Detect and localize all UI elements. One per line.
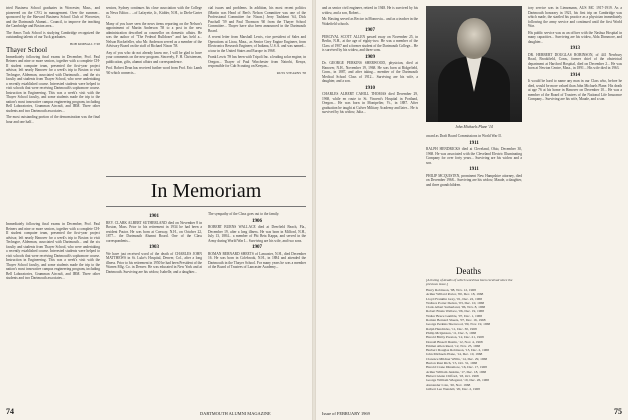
- paragraph: The most outstanding portion of the demonstration was the final hour and one half...: [6, 115, 100, 124]
- left-column-2: [106, 6, 202, 174]
- death-entry: Harold Bixby Preston, '12, Dec. 21, 1968: [426, 335, 484, 340]
- obituary: It would be hard to name any man in our Class who, before he died, would be more valued than John Michaels Plane. His death at age 76 at his home in Hanover on December 10... He was a member of the Board of Trustees of the National Life Insurance Company... Surviving are his wife, Maude, and a son.: [528, 79, 622, 101]
- page-footer-left: [6, 407, 14, 416]
- paragraph: His public service was as an officer with the Nashua Hospital in many capacities... Surviving are his widow, Alda Dinsmore, and daughter...: [528, 30, 622, 44]
- right-page: [316, 0, 628, 420]
- death-entry: Robert Bruns Wallace, '06, Dec. 19, 1968: [426, 309, 485, 314]
- obituary: DR. HERBERT DOUGLAS ROBINSON, of 441 Newbury Road, Brookfield, Conn., former chief of the obstetrical department at Hartford Hospital, died on December 2... He was born at Newton Centre, Mass., in 1891... His wife died in 1963.: [528, 52, 622, 70]
- class-year: 1907: [365, 28, 375, 33]
- right-column-2: [426, 134, 522, 264]
- paragraph: Prof. Robert Dean has received further word from Prof. Eric Lamb '60 which connects...: [106, 66, 202, 75]
- paragraph: The Amos Tuck School is studying Cambridge recognized the outstanding talents of our Tuck graduates.: [6, 30, 100, 39]
- class-year: 1911: [469, 167, 479, 172]
- paragraph: A recent letter from Marshall Lewis, vice president of Sales and Operations at Lirau, Mass., as Senior Grey Engine Engineer, from Electronics Research Engineer, of Indiana, U.S.A. and was named... a tour in the United States and Europe in 1968.: [208, 35, 306, 53]
- deaths-list: [426, 288, 522, 408]
- paragraph: cial issues and problems. In addition, his most recent politics (Martin was Head of Bert's Nelson Committee was one of the Professional Committee for Nixon.) Jerry Tashkent '64, Dick Paschall '59 and Paul Thomson '60 from the Thayer School Committee... Thayer have also been announced in the Dartmouth Board.: [208, 6, 306, 33]
- obituary: Dr. GEORGE PERKINS SHERWOOD, physician, died at Hanover, N.H., November 19, 1968. He was born at Ridgefield, Conn., in 1887, and after taking... member of the Dartmouth Medical School Class of 1912... Surviving are his wife, a daughter, and a son.: [322, 61, 418, 83]
- obituary: CHARLES ALBERT CAHILL THOMAS died December 29, 1968, while en route to St. Vincent's Hospital in Portland, Oregon... He was born in Montpelier, Vt., in 1887. After graduation he taught at Culver Military Academy and later... He is survived by his widow, Julia...: [322, 92, 418, 114]
- photo-caption: John Michaels Plane '14: [455, 125, 493, 129]
- paragraph: Immediately following final exams in December, Prof. Paul Reiners and nine or more seniors, together with a complete CH-II student computer team, presented the first-year project advisor, left nearly Hanover for a week's trip to Boston to visit Techngoe, Alderman, associated with Dartmouth... and the six faculty and students from Thayer School, who were undertaking a recently established course. Interested students were helped to visit schools that were receiving Dartmouth's sophomore course. Instruction in Engineering. This was a week's visit with the Thayer School faculty, and some students made the trip to the nation's most innovative campus engineering program, including Bell Laboratories, Grumman Aircraft, and IBM. Three other students and two Dartmouth associates...: [6, 54, 100, 113]
- obituary: PHILIP MCQUISTEN, prominent New Hampshire attorney, died on December 1968... Surviving are his widow, Maude, a daughter, and three grandchildren.: [426, 173, 522, 187]
- signature: RUSS STEARNS '38: [276, 70, 306, 75]
- class-year: 1911: [469, 140, 479, 146]
- paragraph: award as Draft Board Commissions in World War II.: [426, 134, 502, 138]
- left-column-3: [208, 6, 306, 174]
- class-year: 1903: [149, 245, 159, 250]
- deaths-title: Deaths: [456, 266, 481, 276]
- obituary: RALPH HENDRICKS died at Cleveland, Ohio, December 30, 1968. He was associated with the Cleveland Electric Illuminating Company for over forty years... Surviving are his widow and a son.: [426, 147, 522, 165]
- portrait-photo: [426, 6, 522, 122]
- death-entry: Walter Bruce Gamble, '07, Dec. 1, 1968: [426, 313, 482, 318]
- paragraph: Many of you have seen the news items reporting on the Nelson's appointment of Martin Anderson '58 to a post in the new administration described as counsellor on domestic affairs. He was the author of "The Federal Bulldozer" and has held a... Nelson Rockefeller, who Mr. Anderson served as a member of the Advisory Board on the staff of Richard Nixon '58.: [106, 21, 202, 48]
- divider: [106, 176, 306, 177]
- death-entry: Philip McQuisten, '11, Dec. 5, 1968: [426, 330, 477, 335]
- death-entry: Harry Robinson, '98, Nov. 12, 1968: [426, 288, 476, 292]
- signature: BOB KIMBALL T'48: [70, 41, 100, 46]
- class-year: 1901: [149, 214, 159, 219]
- death-entry: Herbert Douglas Robinson, '13, Dec. 2, 1968: [426, 348, 490, 353]
- class-year: 1906: [252, 218, 262, 224]
- death-entry: George Perkins Sherwood, '09, Nov. 19, 1968: [426, 322, 491, 327]
- obituary: We have just received word of the death of CHARLES JOHN MATTHEWS in St. Luke's Hospital, Denver, Col., after a long illness. Prior to his retirement in 1950 he had been President of the Warren Mfg. Co. in Denver. He was educated in New York and at Dartmouth. Surviving are his widow, Isabelle, and a daughter...: [106, 251, 202, 274]
- class-year: 1914: [570, 72, 580, 78]
- paragraph: tried Business School graduates in Worcester, Mass., and pioneered on the CVG in management. Over the summer... sponsored by the Harvard Business School Club of Worcester, and the Dartmouth Alumni... Council, to improve the teaching the Cambridge and Boston area...: [6, 6, 100, 28]
- page-number: 75: [614, 407, 622, 416]
- left-column-1-cont: [6, 222, 100, 402]
- death-entry: Gilbert Lee Wendell, '20, Dec. 2, 1968: [426, 386, 480, 391]
- paragraph: Frank Lewis '59 has been with Tripoli Inc. a leading solar engine, in Oregon... Thayer of Paul Winchester from Nairobi, Kenya, responsible for Cub Scouting on Kenyan...: [208, 55, 306, 68]
- class-year: 1913: [570, 46, 580, 51]
- deaths-intro: [A listing of deaths of which word has been received since the previous issue.]: [426, 278, 513, 287]
- paragraph: Immediately following final exams in December, Prof. Paul Reiners and nine or more seniors, together with a complete CH-II student computer team, presented the first-year project advisor, left nearly Hanover for a week's trip to Boston to visit Techngoe, Alderman, associated with Dartmouth... and the six faculty and students from Thayer School, who were undertaking a recently established course. Interested students were helped to visit schools that were receiving Dartmouth's sophomore course. Instruction in Engineering. This was a week's visit with the Thayer School faculty, and some students made the trip to the nation's most innovative campus engineering program, including Bell Laboratories, Grumman Aircraft, and IBM. Three other students and two Dartmouth associates...: [6, 222, 100, 280]
- death-entry: John Michaels Plane, '14, Dec. 10, 1968: [426, 352, 483, 357]
- death-entry: Burton Rust Rich, '15, Oct. 31, 1968: [426, 361, 478, 366]
- in-memoriam-title: In Memoriam: [150, 180, 262, 202]
- page-number: 74: [6, 407, 14, 416]
- memoriam-lead: The sympathy of the Class goes out to the family.: [208, 212, 280, 216]
- death-entry: Alexander Cole, '20, Nov. 1968: [426, 382, 471, 387]
- death-entry: Emmet Allen Reed, '12, Nov. 25, 1968: [426, 343, 481, 348]
- death-entry: Donald Bissell Dustin, '12, Nov. 4, 1968: [426, 339, 483, 344]
- death-entry: George William Wiegand, '19, Dec. 26, 1968: [426, 378, 489, 383]
- obituary: PERCIVAL SCOTT ALLEN passed away on November 25, in Berlin, N.H., at the age of eighty-two. He was a member of the Class of 1907 and a former student of the Dartmouth College... He is survived by his widow, and three sons.: [322, 34, 418, 52]
- divider: [106, 206, 306, 207]
- left-column-1: [6, 6, 100, 218]
- paragraph: tory service was in Lienzmann, AUS MC 1917-1919. As a Dartmouth honorary in 1921, his first trip on Cambridge was which made, the startled his practice as a physician immediately following the army service and continued until the first World War.: [528, 6, 622, 28]
- death-entry: Clark Albert Sutherland, '06, Nov. 8, 1968: [426, 305, 486, 310]
- death-entry: Harold Crane Dinsmore, '16, Dec. 17, 1968: [426, 365, 487, 370]
- death-entry: Hubert Glenn Clifford, '18, Oct. 1968: [426, 373, 479, 378]
- death-entry: Arthur William Jenkins, '17, Dec. 18, 1968: [426, 369, 487, 374]
- paragraph: and as senior civil engineer, retired in 1948. He is survived by his widow, and a son, Robert...: [322, 6, 418, 15]
- obituary: ROBERT BURNS WALLACE died at Deerfield Beach, Fla., December 19, after a long illness. He was born in Milford, N.H., July 13, 1884... a member of Phi Beta Kappa, and served in the Army during World War I... Surviving are his wife, and two sons.: [208, 225, 306, 243]
- death-entry: Arthur Willard Porter, '00, Dec. 18, 1968: [426, 292, 484, 297]
- class-year: 1907: [252, 245, 262, 250]
- page-footer-right: [614, 407, 622, 416]
- right-column-3: [528, 6, 622, 406]
- left-page: [0, 0, 312, 420]
- class-year: 1909: [365, 54, 375, 60]
- left-obit-column-b: [208, 212, 306, 402]
- section-heading-thayer: Thayer School: [6, 46, 48, 54]
- paragraph: Any of you who do not already know me, I will be glad to have your comments on the new program. Sincerely, F. H. Christensen, publication, gifts, alumni affairs and correspondence.: [106, 50, 202, 64]
- paragraph: seniors, Sydney continues his close association with the College as News Editor... ...of Lafayette, Jr., Kidder, N.H., to Diehr-Carter Co.: [106, 6, 202, 19]
- death-entry: Clarence Mildner Willis, '14, Dec. 29, 1968: [426, 356, 488, 361]
- left-obit-column-a: [106, 212, 202, 402]
- paragraph: Mr. Hasting served as Rector in Monrovia... and as a teacher in the Wakefield schools.: [322, 17, 418, 26]
- death-entry: Wallace Porter Dedon, '03, Dec. 10, 1968: [426, 300, 485, 305]
- obituary: REV. CLARK ALBERT SUTHERLAND died on November 8 in Boston, Mass. Prior to his retirement in 1934 he had been a resident Pastor. He was born at Conway, N.H., on October 22, 1877... the Dartmouth Alumni Board. One of the Class correspondents...: [106, 220, 202, 243]
- death-entry: Ralph Hendricks, '11, Dec. 30, 1968: [426, 326, 477, 331]
- publication-name: DARTMOUTH ALUMNI MAGAZINE: [200, 411, 271, 416]
- issue-date: Issue of FEBRUARY 1969: [322, 411, 370, 416]
- death-entry: Lloyd Franklin Gray, '01, Dec. 22, 1968: [426, 296, 483, 301]
- obituary: ROMAN BERNARD SHEETS of Lancaster, N.H., died December 16. He was born in Colebrook, N.H., in 1884 and attended the Dartmouth in the Thayer School. For many years he was a member of the Board of Trustees of Lancaster Academy...: [208, 251, 306, 269]
- right-column-1: [322, 6, 418, 406]
- class-year: 1910: [365, 85, 375, 91]
- death-entry: Roman Bernard Sheets, '07, Dec. 16, 1968: [426, 318, 486, 323]
